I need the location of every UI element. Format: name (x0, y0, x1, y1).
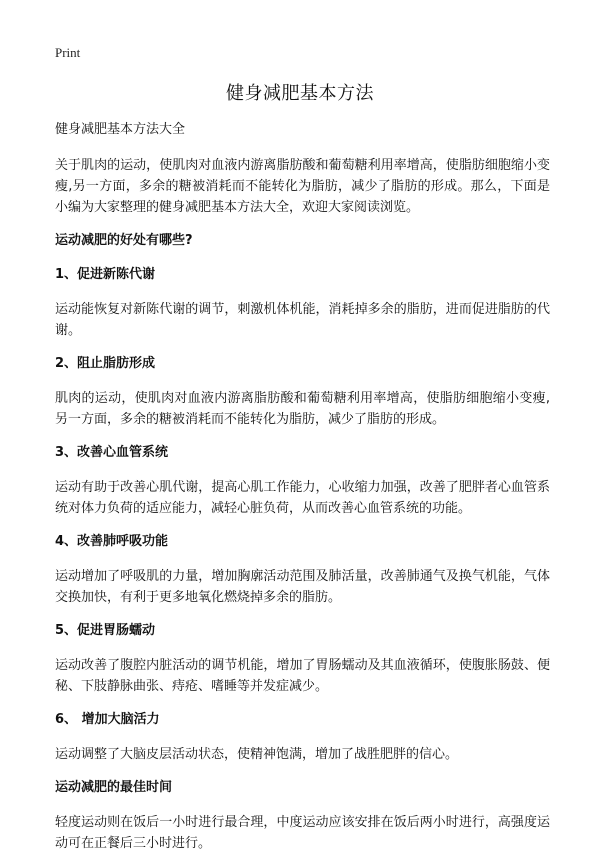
item-text-6: 运动调整了大脑皮层活动状态，使精神饱满，增加了战胜肥胖的信心。 (55, 747, 459, 762)
item-text-4: 运动增加了呼吸肌的力量，增加胸廓活动范围及肺活量，改善肺通气及换气机能，气体交换加快，有利于更多地氧化燃烧掉多余的脂肪。 (55, 569, 550, 605)
item-heading-4: 4、改善肺呼吸功能 (55, 534, 169, 549)
article-subtitle: 健身减肥基本方法大全 (55, 122, 186, 137)
page-title: 健身减肥基本方法 (226, 83, 374, 104)
item-heading-1: 1、促进新陈代谢 (55, 267, 156, 282)
print-link[interactable]: Print (55, 45, 81, 60)
intro-paragraph: 关于肌肉的运动，使肌肉对血液内游离脂肪酸和葡萄糖利用率增高，使脂肪细胞缩小变瘦,另一方面，多余的糖被消耗而不能转化为脂肪，减少了脂肪的形成。那么，下面是小编为大家整理的健身减肥基本方法大全，欢迎大家阅读浏览。 (55, 158, 550, 215)
best-time-paragraph: 轻度运动则在饭后一小时进行最合理，中度运动应该安排在饭后两小时进行，高强度运动可在正餐后三小时进行。 (55, 815, 550, 851)
item-heading-2: 2、阻止脂肪形成 (55, 356, 156, 371)
item-text-3: 运动有助于改善心肌代谢，提高心肌工作能力，心收缩力加强，改善了肥胖者心血管系统对体力负荷的适应能力，减轻心脏负荷，从而改善心血管系统的功能。 (55, 480, 550, 516)
item-heading-6: 6、 增加大脑活力 (55, 712, 160, 727)
item-text-2: 肌肉的运动，使肌肉对血液内游离脂肪酸和葡萄糖利用率增高，使脂肪细胞缩小变瘦,另一方面，多余的糖被消耗而不能转化为脂肪，减少了脂肪的形成。 (55, 391, 550, 427)
section-heading-best-time: 运动减肥的最佳时间 (55, 780, 173, 795)
article-body (55, 119, 550, 867)
section-heading-benefits: 运动减肥的好处有哪些? (55, 233, 193, 248)
item-text-5: 运动改善了腹腔内脏活动的调节机能，增加了胃肠蠕动及其血液循环，使腹胀肠鼓、便秘、下肢静脉曲张、痔疮、嗜睡等并发症减少。 (55, 658, 550, 694)
item-text-1: 运动能恢复对新陈代谢的调节，刺激机体机能，消耗掉多余的脂肪，进而促进脂肪的代谢。 (55, 302, 550, 338)
item-heading-3: 3、改善心血管系统 (55, 445, 169, 460)
item-heading-5: 5、促进胃肠蠕动 (55, 623, 156, 638)
